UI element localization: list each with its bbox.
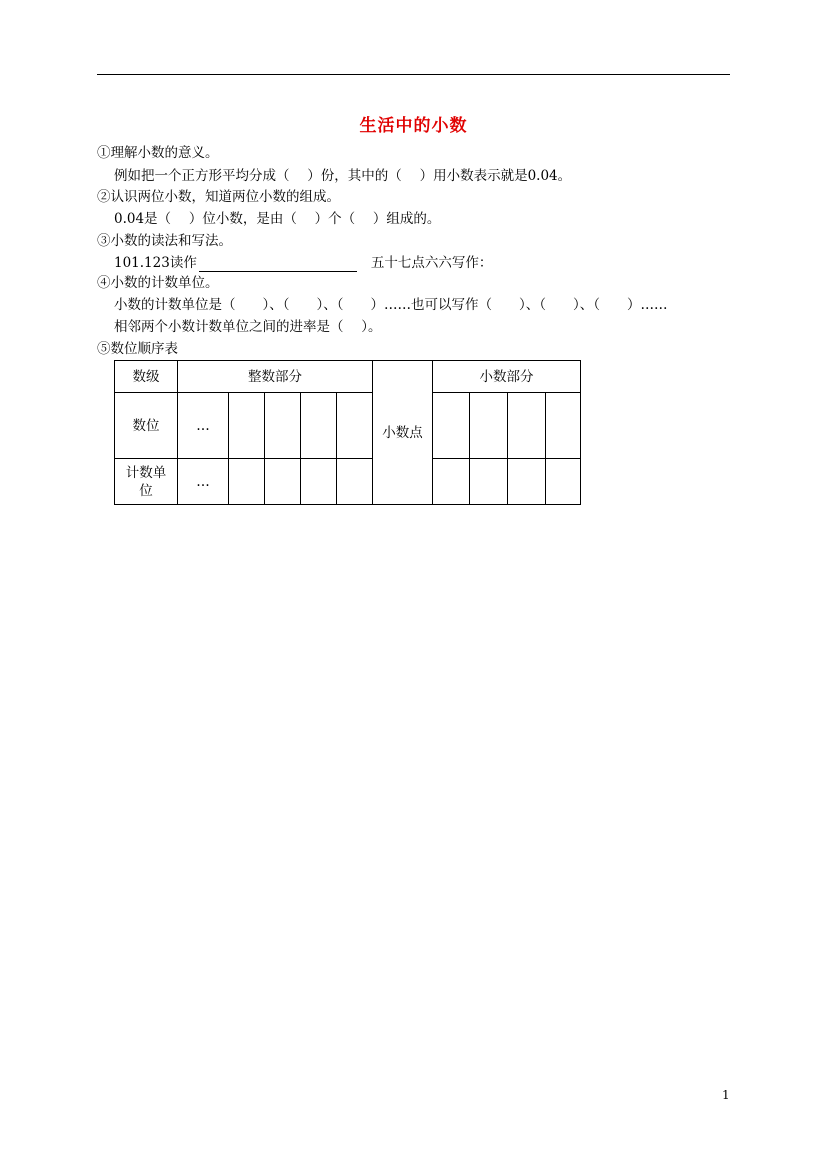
empty-cell	[470, 393, 508, 459]
unit-label-line-2: 位	[139, 482, 153, 499]
integer-part-header: 整数部分	[178, 361, 373, 393]
ellipsis-cell: …	[178, 459, 229, 505]
unit-label-cell	[115, 459, 178, 505]
section-2-heading: ②认识两位小数，知道两位小数的组成。	[97, 189, 340, 205]
empty-cell	[301, 459, 337, 505]
table-row	[115, 459, 581, 505]
empty-cell	[337, 459, 373, 505]
ellipsis-cell: …	[178, 393, 229, 459]
read-as-label: 101.123读作	[114, 255, 197, 271]
empty-cell	[229, 393, 265, 459]
section-3-heading: ③小数的读法和写法。	[97, 233, 232, 249]
empty-cell	[433, 459, 470, 505]
section-4-question-1: 小数的计数单位是（ ）、（ ）、（ ）……也可以写作（ ）、（ ）、（ ）……	[114, 297, 668, 313]
section-3-question	[114, 254, 492, 272]
empty-cell	[265, 459, 301, 505]
answer-blank	[199, 257, 357, 272]
decimal-part-header: 小数部分	[433, 361, 581, 393]
empty-cell	[265, 393, 301, 459]
place-value-table	[114, 360, 581, 505]
empty-cell	[470, 459, 508, 505]
empty-cell	[508, 459, 546, 505]
write-as-label: 五十七点六六写作：	[370, 255, 493, 271]
page-number: 1	[722, 1088, 730, 1102]
section-4-heading: ④小数的计数单位。	[97, 275, 219, 291]
level-header-cell: 数级	[115, 361, 178, 393]
unit-label-line-1: 计数单	[125, 464, 167, 481]
empty-cell	[301, 393, 337, 459]
table-row	[115, 361, 581, 393]
section-1-example: 例如把一个正方形平均分成（ ）份，其中的（ ）用小数表示就是0.04。	[114, 168, 572, 184]
empty-cell	[229, 459, 265, 505]
empty-cell	[508, 393, 546, 459]
decimal-point-cell: 小数点	[373, 361, 433, 505]
empty-cell	[546, 393, 581, 459]
empty-cell	[433, 393, 470, 459]
empty-cell	[337, 393, 373, 459]
page-title: 生活中的小数	[359, 116, 468, 136]
section-1-heading: ①理解小数的意义。	[97, 145, 219, 161]
header-rule	[97, 74, 730, 75]
section-4-question-2: 相邻两个小数计数单位之间的进率是（ ）。	[114, 319, 382, 335]
section-5-heading: ⑤数位顺序表	[97, 341, 178, 357]
section-2-question: 0.04是（ ）位小数，是由（ ）个（ ）组成的。	[114, 211, 441, 227]
place-label-cell: 数位	[115, 393, 178, 459]
empty-cell	[546, 459, 581, 505]
table-row	[115, 393, 581, 459]
